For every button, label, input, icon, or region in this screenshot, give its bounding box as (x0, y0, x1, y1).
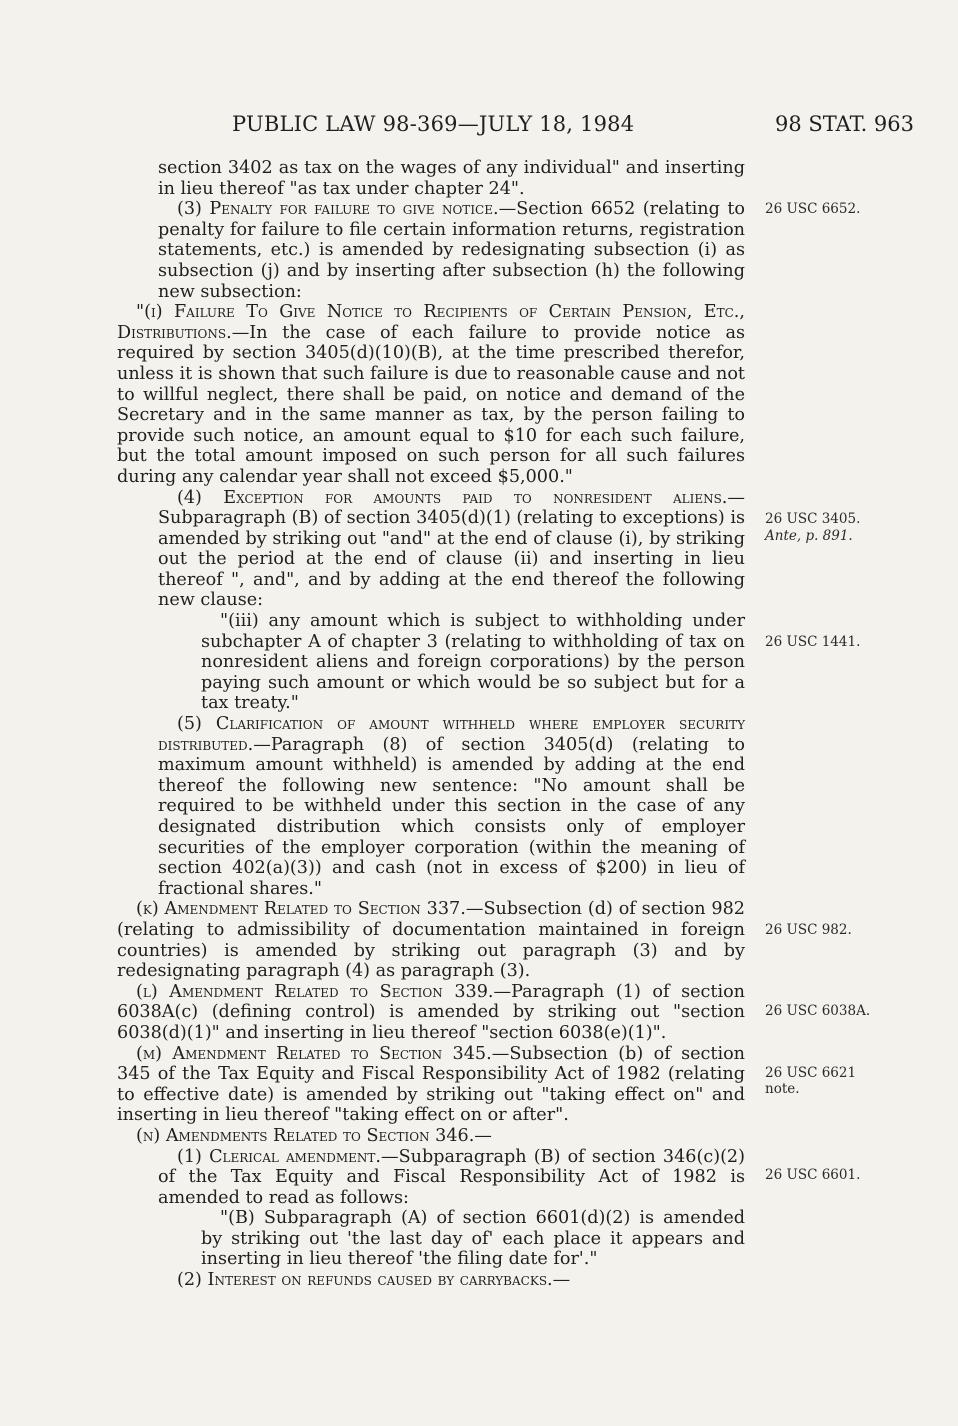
paragraph-clarification: (5) Clarification of amount withheld where employer security distributed.—Paragraph (8) of section 3405(d) (relating to maximum amount withheld) is amended by adding at the end thereof the following new sentence: "No amount shall be required to be withheld under this section in the case of any designated distribution which consists only of employer securities of the employer corporation (within the meaning of section 402(a)(3)) and cash (not in excess of $200) in lieu of fractional shares." (158, 714, 745, 899)
heading-section-m: (m) Amendment Related to Section 345. (136, 1043, 492, 1064)
heading-exception: (4) Exception for amounts paid to nonresident aliens. (177, 487, 728, 508)
paragraph-clause-iii: "(iii) any amount which is subject to withholding under subchapter A of chapter 3 (relating to withholding of tax on nonresident aliens and foreign corporations) by the person paying such amount or which would be so subject but for a tax treaty." (201, 611, 745, 714)
paragraph-interest-refunds (117, 1270, 745, 1291)
margin-note-6038a: 26 USC 6038A. (765, 1003, 871, 1019)
paragraph-section-n (117, 1126, 745, 1147)
heading-section-l: (l) Amendment Related to Section 339. (136, 981, 494, 1002)
margin-note-note: note. (765, 1081, 800, 1097)
paragraph-section-m: (m) Amendment Related to Section 345.—Subsection (b) of section 345 of the Tax Equity and Fiscal Responsibility Act of 1982 (relating to effective date) is amended by striking out "taking effect on" and inserting in lieu thereof "taking effect on or after". (117, 1043, 745, 1126)
paragraph-subparagraph-b: "(B) Subparagraph (A) of section 6601(d)(2) is amended by striking out 'the last day of' each place it appears and inserting in lieu thereof 'the filing date for'." (201, 1208, 745, 1270)
margin-note-6652: 26 USC 6652. (765, 201, 861, 217)
heading-clarification: (5) Clarification of amount withheld where employer security distributed. (158, 714, 745, 755)
paragraph-new-subsection-i: "(i) Failure To Give Notice to Recipients of Certain Pension, Etc., Distributions.—In the case of each failure to provide notice as required by section 3405(d)(10)(B), at the time prescribed therefor, unless it is shown that such failure is due to reasonable cause and not to willful neglect, there shall be paid, on notice and demand of the Secretary and in the same manner as tax, by the person failing to provide such notice, an amount equal to $10 for each such failure, but the total amount imposed on such person for all such failures during any calendar year shall not exceed $5,000." (117, 302, 745, 487)
page-stat-number: 98 STAT. 963 (775, 112, 915, 136)
margin-note-ante: Ante, p. 891. (765, 528, 853, 544)
heading-penalty: (3) Penalty for failure to give notice. (177, 199, 499, 220)
paragraph-section-l: (l) Amendment Related to Section 339.—Paragraph (1) of section 6038A(c) (defining control) is amended by striking out "section 6038(d)(1)" and inserting in lieu thereof "section 6038(e)(1)". (117, 981, 745, 1043)
running-header-title: PUBLIC LAW 98-369—JULY 18, 1984 (232, 112, 635, 136)
heading-section-n: (n) Amendments Related to Section 346.— (136, 1125, 492, 1146)
heading-interest: (2) Interest on refunds caused by carrybacks.— (177, 1270, 571, 1291)
paragraph-exception-nonresident: (4) Exception for amounts paid to nonresident aliens.—Subparagraph (B) of section 3405(d)(1) (relating to exceptions) is amended by striking out "and" at the end of clause (i), by striking out the period at the end of clause (ii) and inserting in lieu thereof ", and", and by adding at the end thereof the following new clause: (158, 487, 745, 611)
paragraph-continuation: section 3402 as tax on the wages of any individual" and inserting in lieu thereof "as tax under chapter 24". (158, 158, 745, 199)
margin-note-982: 26 USC 982. (765, 922, 852, 938)
margin-note-1441: 26 USC 1441. (765, 634, 861, 650)
heading-section-k: (k) Amendment Related to Section 337. (136, 899, 466, 920)
paragraph-section-k: (k) Amendment Related to Section 337.—Subsection (d) of section 982 (relating to admissibility of documentation maintained in foreign countries) is amended by striking out paragraph (3) and by redesignating paragraph (4) as paragraph (3). (117, 899, 745, 982)
margin-note-6621: 26 USC 6621 (765, 1065, 857, 1081)
heading-subsection-i: "(i) Failure To Give Notice to Recipients of Certain Pension, Etc., Distributions. (117, 302, 745, 343)
margin-note-3405: 26 USC 3405. (765, 511, 861, 527)
paragraph-clerical: (1) Clerical amendment.—Subparagraph (B) of section 346(c)(2) of the Tax Equity and Fiscal Responsibility Act of 1982 is amended to read as follows: (158, 1146, 745, 1208)
statute-body (117, 158, 745, 1291)
heading-clerical: (1) Clerical amendment. (177, 1146, 381, 1167)
paragraph-penalty-notice: (3) Penalty for failure to give notice.—Section 6652 (relating to penalty for failure to file certain information returns, registration statements, etc.) is amended by redesignating subsection (i) as subsection (j) and by inserting after subsection (h) the following new subsection: (158, 199, 745, 302)
margin-note-6601: 26 USC 6601. (765, 1167, 861, 1183)
